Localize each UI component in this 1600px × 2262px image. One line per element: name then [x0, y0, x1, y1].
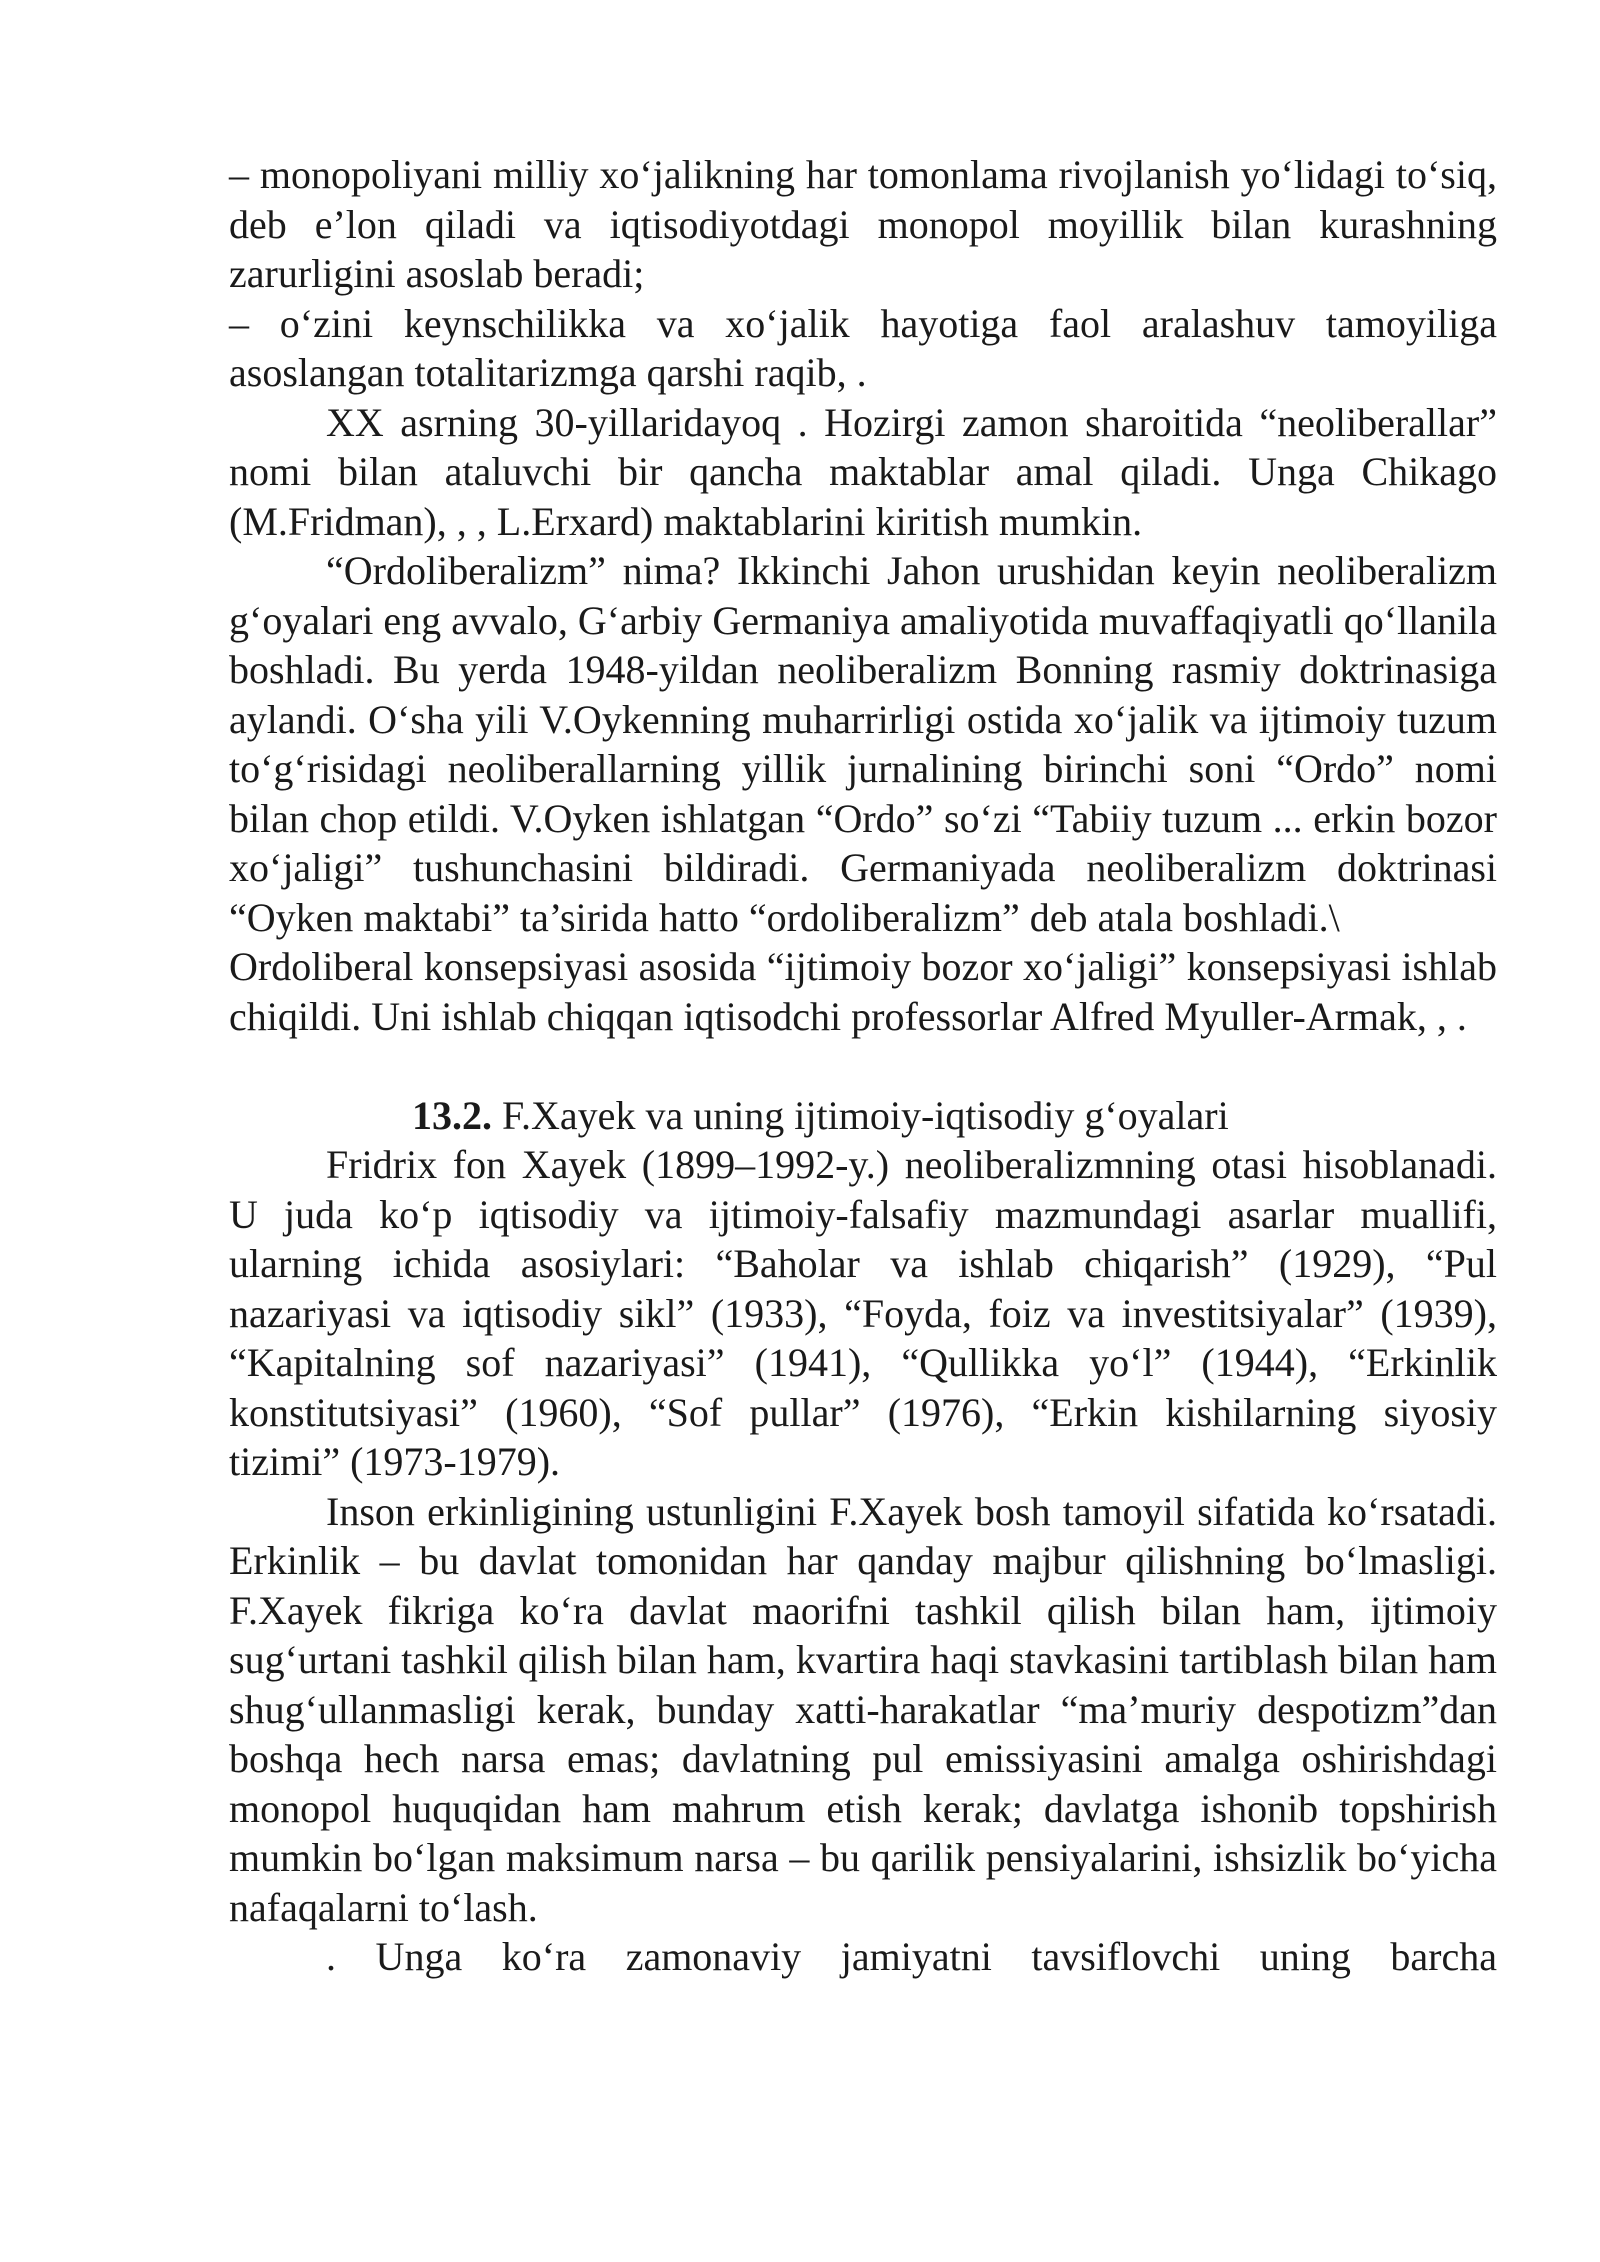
paragraph-hayek-works: Fridrix fon Xayek (1899–1992-y.) neoliberalizmning otasi hisoblanadi. U juda ko‘p iqtisodiy va ijtimoiy-falsafiy mazmundagi asarlar muallifi, ularning ichida asosiylari: “Baholar va ishlab chiqarish” (1929), “Pul nazariyasi va iqtisodiy sikl” (1933), “Foyda, foiz va investitsiyalar” (1939), “Kapitalning sof nazariyasi” (1941), “Qullikka yo‘l” (1944), “Erkinlik konstitutsiyasi” (1960), “Sof pullar” (1976), “Erkin kishilarning siyosiy tizimi” (1973-1979).	[229, 1142, 1497, 1484]
section-number: 13.2.	[412, 1092, 492, 1138]
section-title: F.Xayek va uning ijtimoiy-iqtisodiy g‘oyalari	[502, 1092, 1229, 1138]
paragraph-monopoly: – monopoliyani milliy xo‘jalikning har tomonlama rivojlanish yo‘lidagi to‘siq, deb e’lon qiladi va iqtisodiyotdagi monopol moyillik bilan kurashning zarurligini asoslab beradi;	[229, 152, 1497, 296]
paragraph-modern-society: . Unga ko‘ra zamonaviy jamiyatni tavsiflovchi uning barcha	[326, 1934, 1497, 1979]
section-heading	[229, 1091, 1497, 1141]
paragraph-ordoliberalism: “Ordoliberalizm” nima? Ikkinchi Jahon urushidan keyin neoliberalizm g‘oyalari eng avvalo, G‘arbiy Germaniya amaliyotida muvaffaqiyatli qo‘llanila boshladi. Bu yerda 1948-yildan neoliberalizm Bonning rasmiy doktrinasiga aylandi. O‘sha yili V.Oykenning muharrirligi ostida xo‘jalik va ijtimoiy tuzum to‘g‘risidagi neoliberallarning yillik jurnalining birinchi soni “Ordo” nomi bilan chop etildi. V.Oyken ishlatgan “Ordo” so‘zi “Tabiiy tuzum ... erkin bozor xo‘jaligi” tushunchasini bildiradi. Germaniyada neoliberalizm doktrinasi “Oyken maktabi” ta’sirida hatto “ordoliberalizm” deb atala boshladi.\	[229, 548, 1497, 940]
paragraph-social-market: Ordoliberal konsepsiyasi asosida “ijtimoiy bozor xo‘jaligi” konsepsiyasi ishlab chiqildi. Uni ishlab chiqqan iqtisodchi professorlar Alfred Myuller-Armak, , .	[229, 944, 1497, 1039]
spacer	[229, 1041, 1497, 1091]
paragraph-keynesianism: – o‘zini keynschilikka va xo‘jalik hayotiga faol aralashuv tamoyiliga asoslangan totalitarizmga qarshi raqib, .	[229, 300, 1497, 395]
paragraph-hayek-freedom: Inson erkinligining ustunligini F.Xayek bosh tamoyil sifatida ko‘rsatadi. Erkinlik – bu davlat tomonidan har qanday majbur qilishning bo‘lmasligi. F.Xayek fikriga ko‘ra davlat maorifni tashkil qilish bilan ham, ijtimoiy sug‘urtani tashkil qilish bilan ham, kvartira haqi stavkasini tartiblash bilan ham shug‘ullanmasligi kerak, bunday xatti-harakatlar “ma’muriy despotizm”dan boshqa hech narsa emas; davlatning pul emissiyasini amalga oshirishdagi monopol huquqidan ham mahrum etish kerak; davlatga ishonib topshirish mumkin bo‘lgan maksimum narsa – bu qarilik pensiyalarini, ishsizlik bo‘yicha nafaqalarni to‘lash.	[229, 1488, 1497, 1930]
paragraph-neoliberal-schools: XX asrning 30-yillaridayoq . Hozirgi zamon sharoitida “neoliberallar” nomi bilan ataluvchi bir qancha maktablar amal qiladi. Unga Chikago (M.Fridman), , , L.Erxard) maktablarini kiritish mumkin.	[229, 399, 1497, 544]
document-page	[229, 150, 1497, 1982]
